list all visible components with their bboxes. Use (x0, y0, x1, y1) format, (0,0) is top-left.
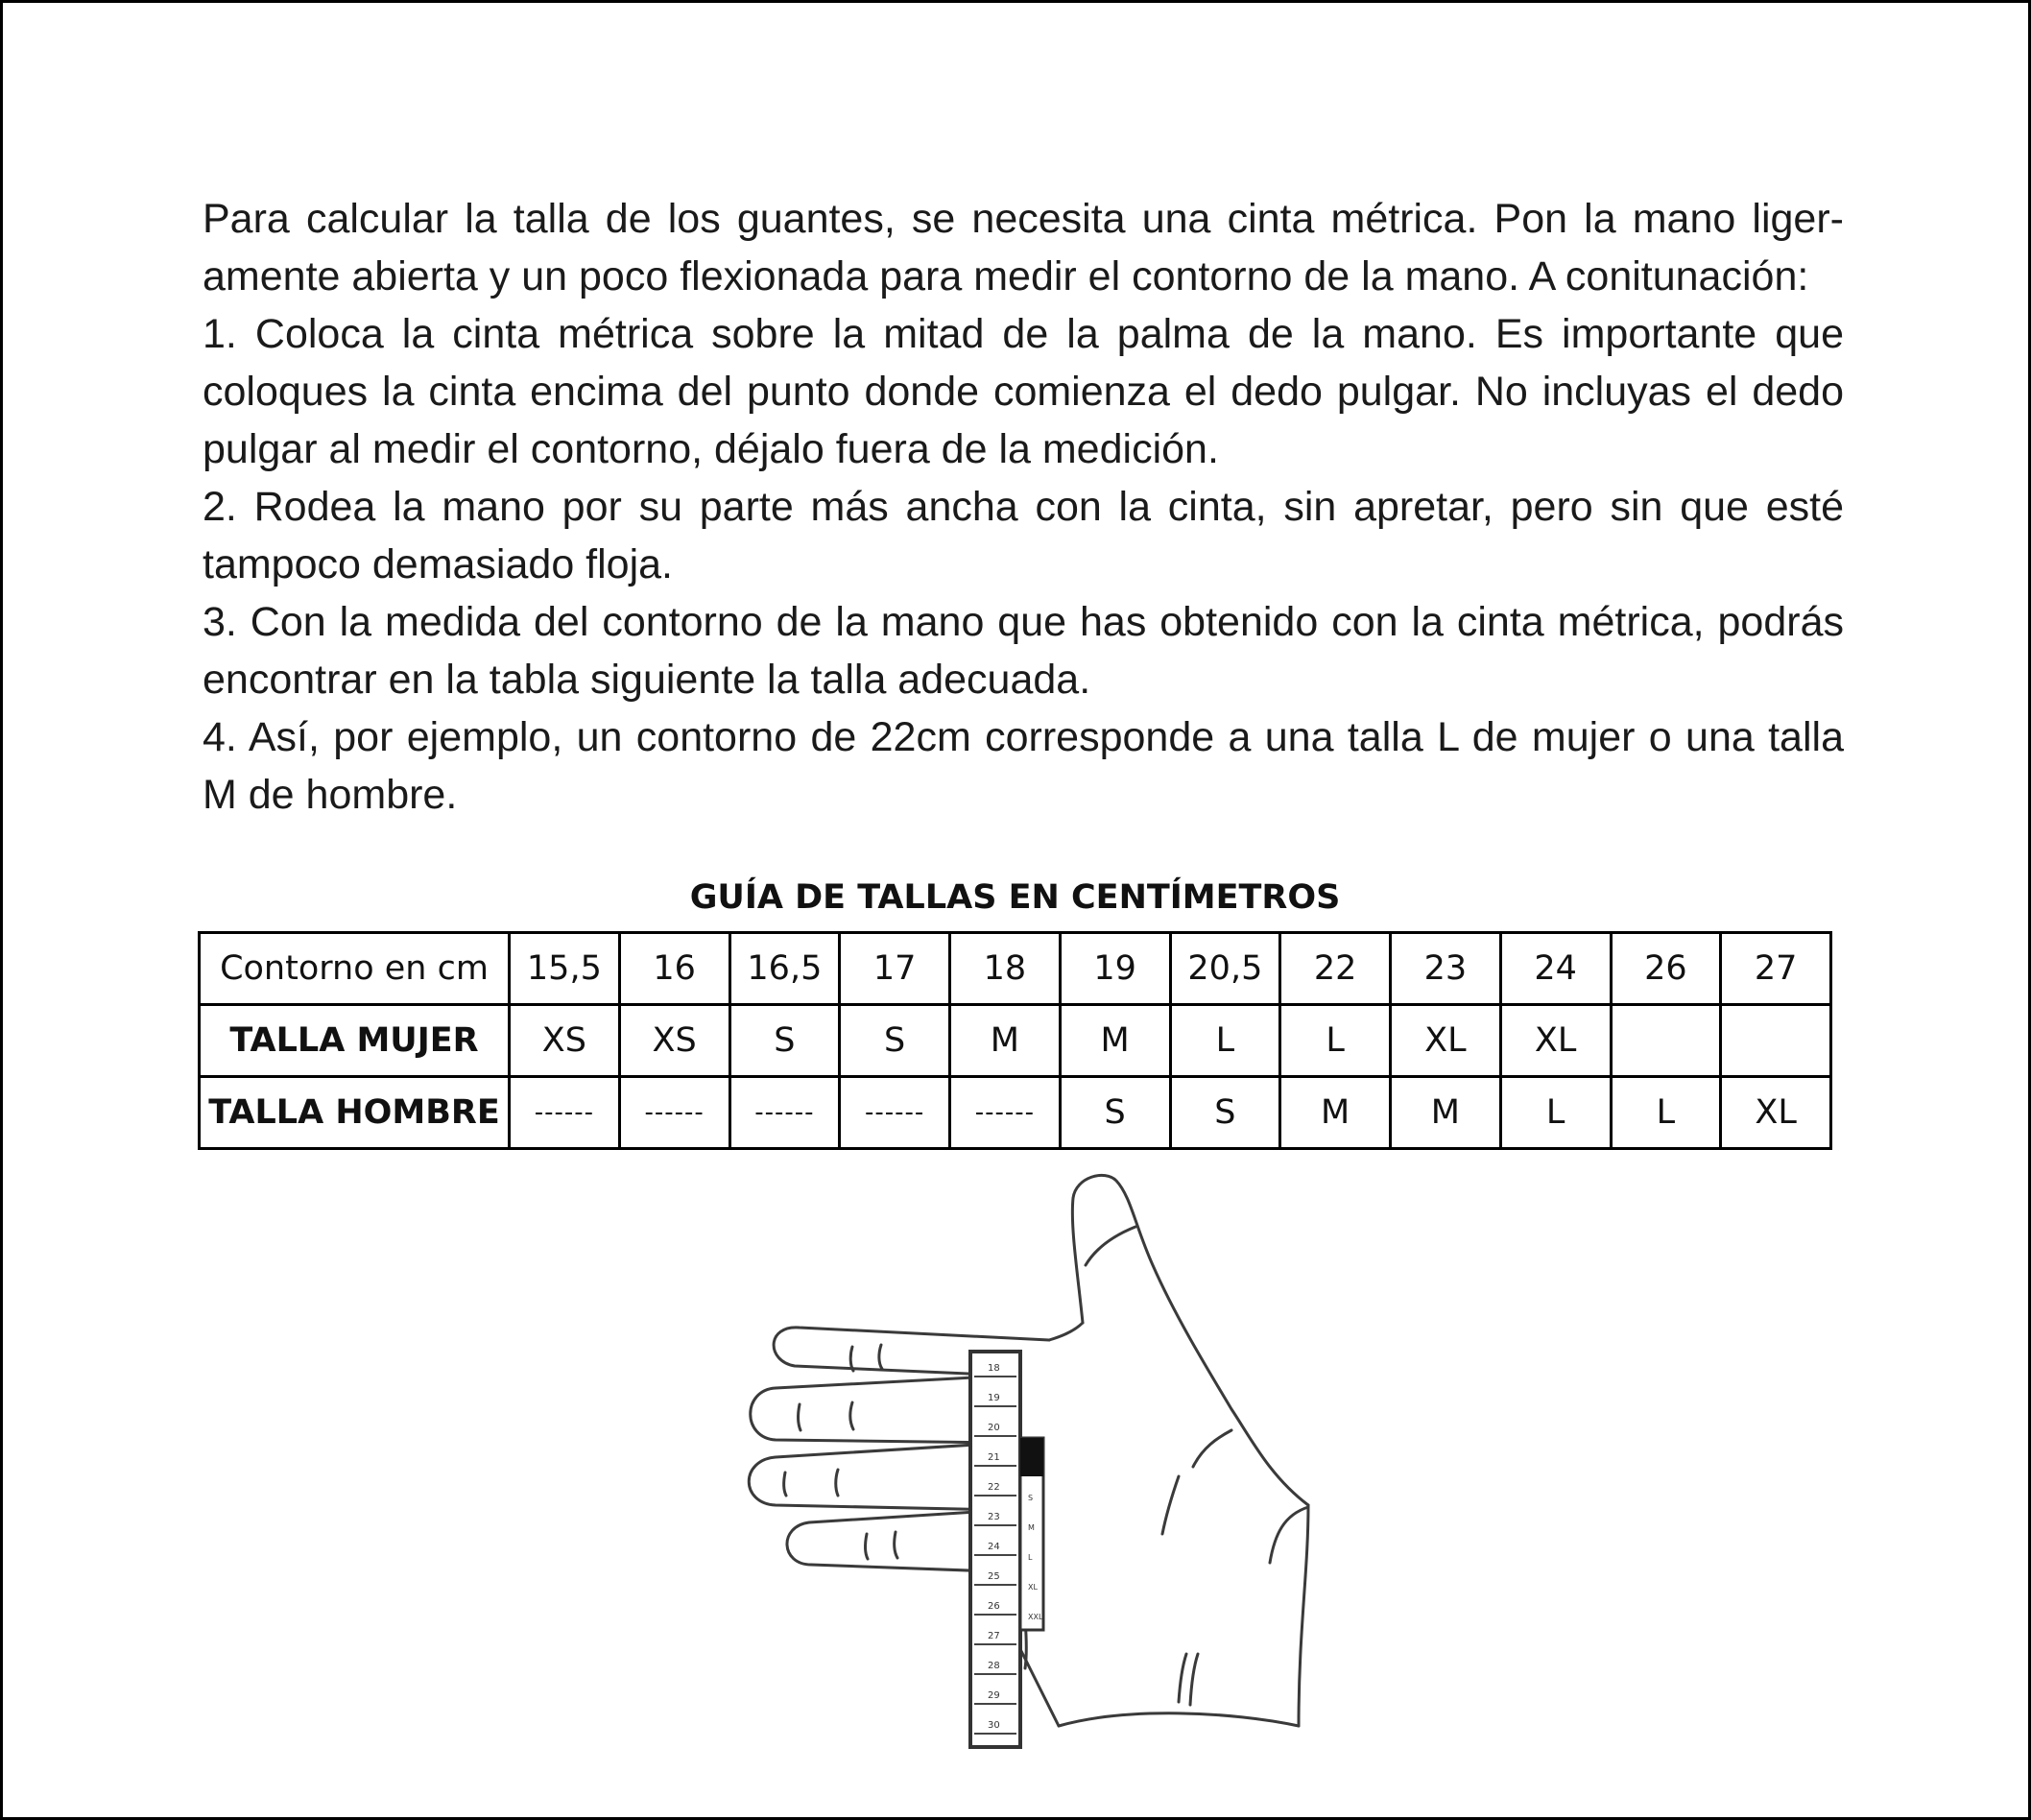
women-row-header: TALLA MUJER (200, 1005, 510, 1077)
contour-cell: 16,5 (729, 933, 840, 1005)
tape-size-letter: L (1028, 1553, 1033, 1562)
size-guide-title: GUÍA DE TALLAS EN CENTÍMETROS (689, 878, 1341, 917)
tape-mark-label: 29 (988, 1690, 1000, 1701)
tape-end-block (1020, 1438, 1043, 1476)
men-size-cell: M (1391, 1077, 1501, 1149)
tape-mark-label: 30 (988, 1720, 1000, 1731)
hand-measurement-illustration (694, 1169, 1347, 1755)
men-size-cell: ------ (619, 1077, 729, 1149)
tape-mark-label: 25 (988, 1571, 1000, 1582)
tape-mark-label: 28 (988, 1661, 1000, 1671)
contour-cell: 18 (950, 933, 1061, 1005)
men-size-cell: ------ (840, 1077, 950, 1149)
tape-mark-label: 23 (988, 1512, 1000, 1522)
tape-size-letter: S (1028, 1494, 1034, 1502)
tape-mark-label: 26 (988, 1601, 1000, 1612)
men-size-cell: M (1280, 1077, 1391, 1149)
tape-mark-label: 20 (988, 1423, 1000, 1433)
contour-cell: 16 (619, 933, 729, 1005)
contour-cell: 27 (1721, 933, 1831, 1005)
measuring-tape (970, 1352, 1043, 1747)
women-size-cell: XS (619, 1005, 729, 1077)
men-size-cell: ------ (510, 1077, 620, 1149)
men-size-cell: ------ (950, 1077, 1061, 1149)
contour-cell: 17 (840, 933, 950, 1005)
tape-size-letter: XL (1028, 1583, 1038, 1592)
men-size-row (200, 1077, 1831, 1149)
contour-cell: 20,5 (1170, 933, 1280, 1005)
tape-mark-label: 18 (988, 1363, 1000, 1374)
step-1: 1. Coloca la cinta métrica sobre la mitad de la palma de la mano. Es importante que coloques la cinta encima del punto donde comienza el dedo pulgar. No incluyas el dedo pulgar al medir el contorno, déjalo fuera de la medición. (203, 311, 1844, 472)
men-row-header: TALLA HOMBRE (200, 1077, 510, 1149)
women-size-cell (1611, 1005, 1721, 1077)
women-size-cell: XL (1500, 1005, 1611, 1077)
tape-mark-label: 24 (988, 1542, 1000, 1552)
tape-size-letter: M (1028, 1523, 1035, 1532)
intro-paragraph: Para calcular la talla de los guantes, se necesita una cinta métrica. Pon la mano liger-amente abierta y un poco flexionada para medir el contorno de la mano. A conitunación: (203, 196, 1844, 299)
men-size-cell: S (1170, 1077, 1280, 1149)
men-size-cell: S (1060, 1077, 1170, 1149)
contour-cell: 23 (1391, 933, 1501, 1005)
step-3: 3. Con la medida del contorno de la mano que has obtenido con la cinta métrica, podrás encontrar en la tabla siguiente la talla adecuada. (203, 599, 1844, 703)
contour-row (200, 933, 1831, 1005)
men-size-cell: ------ (729, 1077, 840, 1149)
men-size-cell: XL (1721, 1077, 1831, 1149)
contour-cell: 22 (1280, 933, 1391, 1005)
tape-mark-label: 22 (988, 1482, 1000, 1493)
step-2: 2. Rodea la mano por su parte más ancha con la cinta, sin apretar, pero sin que esté tampoco demasiado floja. (203, 484, 1844, 587)
contour-cell: 19 (1060, 933, 1170, 1005)
tape-mark-label: 27 (988, 1631, 1000, 1641)
women-size-row (200, 1005, 1831, 1077)
women-size-cell: M (950, 1005, 1061, 1077)
women-size-cell: M (1060, 1005, 1170, 1077)
women-size-cell: XS (510, 1005, 620, 1077)
women-size-cell (1721, 1005, 1831, 1077)
women-size-cell: XL (1391, 1005, 1501, 1077)
tape-mark-label: 19 (988, 1393, 1000, 1403)
contour-row-header: Contorno en cm (200, 933, 510, 1005)
contour-cell: 15,5 (510, 933, 620, 1005)
women-size-cell: S (840, 1005, 950, 1077)
men-size-cell: L (1500, 1077, 1611, 1149)
women-size-cell: S (729, 1005, 840, 1077)
contour-cell: 24 (1500, 933, 1611, 1005)
contour-cell: 26 (1611, 933, 1721, 1005)
tape-size-letter: XXL (1028, 1613, 1043, 1621)
instructions (203, 190, 1844, 824)
women-size-cell: L (1280, 1005, 1391, 1077)
step-4: 4. Así, por ejemplo, un contorno de 22cm corresponde a una talla L de mujer o una talla M de hombre. (203, 714, 1844, 818)
men-size-cell: L (1611, 1077, 1721, 1149)
women-size-cell: L (1170, 1005, 1280, 1077)
size-table (198, 931, 1832, 1150)
tape-mark-label: 21 (988, 1452, 1000, 1463)
